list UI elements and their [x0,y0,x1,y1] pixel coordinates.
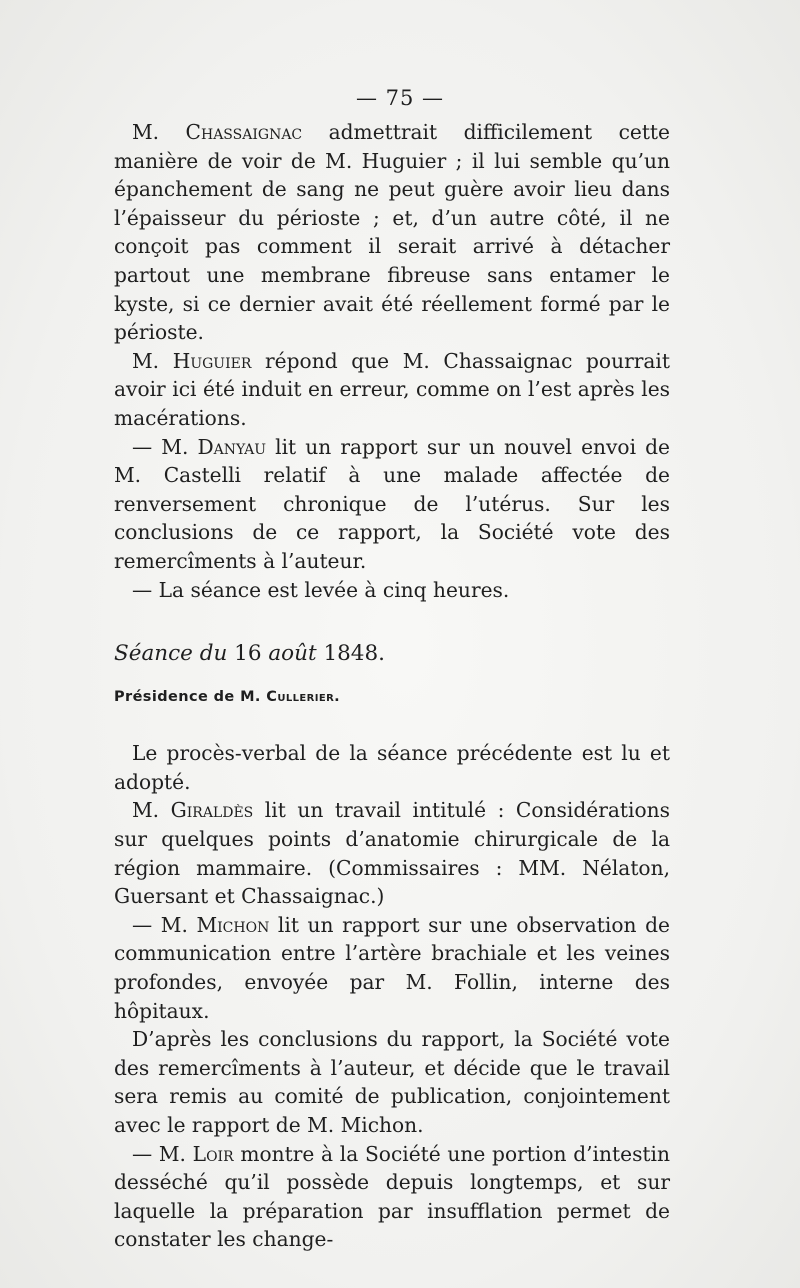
session-month: août [261,641,324,667]
paragraph-lead: — M. [132,1141,193,1166]
session-title-prefix: Séance du [114,641,235,667]
speaker-name: Giraldès [170,798,254,823]
paragraph-conclusions [114,1025,670,1139]
paragraph-text: — La séance est levée à cinq heures. [132,577,510,602]
session-title [114,640,670,669]
paragraph-text: montre à la Société une portion d’intestin desséché qu’il possède depuis longtemps, et sur laquelle la préparation par insufflation permet de constater les change- [114,1141,670,1252]
presidence-label: Présidence de M. [114,688,267,705]
paragraph-lead: — M. [132,434,198,459]
paragraph-loir [114,1140,670,1254]
paragraph-danyau [114,433,670,576]
speaker-name: Chassaignac [185,120,303,144]
paragraph-text: lit un rapport sur une observation de communication entre l’artère brachiale et les veines profondes, envoyée par M. Follin, interne des hôpitaux. [114,912,670,1023]
page-number: — 75 — [355,86,445,110]
paragraph-lead: M. [132,798,171,823]
paragraph-lead: M. [132,120,186,144]
paragraph-lead: M. [132,348,173,373]
speaker-name: Huguier [172,348,252,373]
paragraph-giraldes [114,796,670,910]
presidence-line [114,683,670,712]
paragraph-text: D’après les conclusions du rapport, la Société vote des remercîments à l’auteur, et décide que le travail sera remis au comité de publication, conjointement avec le rapport de M. Michon. [114,1027,670,1137]
session-year: 1848. [323,641,386,667]
paragraph-proces-verbal [114,739,670,796]
page-text [114,118,670,1254]
speaker-name: Danyau [197,434,267,459]
paragraph-chassaignac [114,118,670,347]
paragraph-text: admettrait difficilement cette manière de voir de M. Huguier ; il lui semble qu’un épanchement de sang ne peut guère avoir lieu dans l’épaisseur du périoste ; et, d’un autre côté, il ne conçoit pas comment il serait arrivé à détacher partout une membrane fibreuse sans entamer le kyste, si ce dernier avait été réellement formé par le périoste. [114,120,670,345]
paragraph-text: lit un travail intitulé : Considérations sur quelques points d’anatomie chirurgicale de la région mammaire. (Commissaires : MM. Nélaton, Guersant et Chassaignac.) [114,798,670,909]
paragraph-seance-levee [114,576,670,605]
paragraph-text: Le procès-verbal de la séance précédente est lu et adopté. [114,741,670,794]
speaker-name: Loir [192,1141,234,1166]
paragraph-huguier [114,347,670,433]
paragraph-lead: — M. [132,912,197,937]
presidence-name: Cullerier. [266,688,341,705]
paragraph-michon [114,911,670,1025]
paragraph-text: répond que M. Chassaignac pourrait avoir ici été induit en erreur, comme on l’est après les macérations. [114,348,670,430]
speaker-name: Michon [196,912,270,937]
session-day: 16 [234,641,262,667]
paragraph-text: lit un rapport sur un nouvel envoi de M. Castelli relatif à une malade affectée de renversement chronique de l’utérus. Sur les conclusions de ce rapport, la Société vote des remercîments à l’auteur. [114,434,670,573]
